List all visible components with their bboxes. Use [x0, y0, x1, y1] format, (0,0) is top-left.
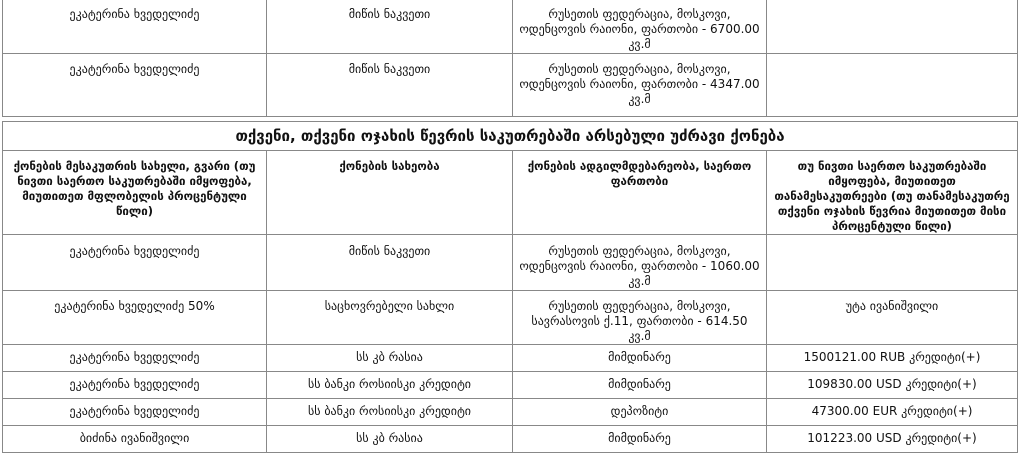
header-property-type: ქონების სახეობა: [267, 151, 513, 235]
owner-cell: ეკატერინა ხვედელიძე: [3, 345, 267, 372]
owner-cell: ეკატერინა ხვედელიძე: [3, 235, 267, 291]
table-row: [3, 345, 1018, 372]
section-title: თქვენი, თქვენი ოჯახის წევრის საკუთრებაში არსებული უძრავი ქონება: [3, 122, 1018, 151]
account-status-cell: მიმდინარე: [513, 426, 767, 453]
owner-cell: ეკატერინა ხვედელიძე: [3, 54, 267, 117]
location-cell: რუსეთის ფედერაცია, მოსკოვი, ოდენცოვის რაიონი, ფართობი - 1060.00 კვ.მ: [513, 235, 767, 291]
section-title-row: [3, 122, 1018, 151]
top-property-table: [2, 0, 1018, 117]
co-owner-cell: უტა ივანიშვილი: [767, 291, 1018, 345]
account-status-cell: დეპოზიტი: [513, 399, 767, 426]
table-row: [3, 0, 1018, 54]
owner-cell: ეკატერინა ხვედელიძე 50%: [3, 291, 267, 345]
table-row: [3, 426, 1018, 453]
owner-cell: ბიძინა ივანიშვილი: [3, 426, 267, 453]
location-cell: რუსეთის ფედერაცია, მოსკოვი, ოდენცოვის რაიონი, ფართობი - 6700.00 კვ.მ: [513, 0, 767, 54]
co-owner-cell: [767, 0, 1018, 54]
real-estate-section-table: [2, 121, 1018, 453]
table-row: [3, 372, 1018, 399]
co-owner-cell: [767, 235, 1018, 291]
header-location: ქონების ადგილმდებარეობა, საერთო ფართობი: [513, 151, 767, 235]
table-row: [3, 235, 1018, 291]
property-type-cell: საცხოვრებელი სახლი: [267, 291, 513, 345]
bank-cell: სს კბ რასია: [267, 426, 513, 453]
header-co-owners: თუ ნივთი საერთო საკუთრებაში იმყოფება, მიუთითეთ თანამესაკუთრეები (თუ თანამესაკუთრე თქვენი ოჯახის წევრია მიუთითეთ მისი პროცენტული წილი): [767, 151, 1018, 235]
table-row: [3, 399, 1018, 426]
location-cell: რუსეთის ფედერაცია, მოსკოვი, სავრასოვის ქ.11, ფართობი - 614.50 კვ.მ: [513, 291, 767, 345]
bank-cell: სს კბ რასია: [267, 345, 513, 372]
amount-cell: 47300.00 EUR კრედიტი(+): [767, 399, 1018, 426]
co-owner-cell: [767, 54, 1018, 117]
account-status-cell: მიმდინარე: [513, 372, 767, 399]
owner-cell: ეკატერინა ხვედელიძე: [3, 399, 267, 426]
table-row: [3, 291, 1018, 345]
table-row: [3, 54, 1018, 117]
bank-cell: სს ბანკი როსიისკი კრედიტი: [267, 372, 513, 399]
amount-cell: 101223.00 USD კრედიტი(+): [767, 426, 1018, 453]
owner-cell: ეკატერინა ხვედელიძე: [3, 372, 267, 399]
header-owner: ქონების მესაკუთრის სახელი, გვარი (თუ ნივთი საერთო საკუთრებაში იმყოფება, მიუთითეთ მფლობელის პროცენტული წილი): [3, 151, 267, 235]
amount-cell: 109830.00 USD კრედიტი(+): [767, 372, 1018, 399]
property-type-cell: მიწის ნაკვეთი: [267, 54, 513, 117]
amount-cell: 1500121.00 RUB კრედიტი(+): [767, 345, 1018, 372]
property-type-cell: მიწის ნაკვეთი: [267, 235, 513, 291]
owner-cell: ეკატერინა ხვედელიძე: [3, 0, 267, 54]
property-type-cell: მიწის ნაკვეთი: [267, 0, 513, 54]
header-row: [3, 151, 1018, 235]
account-status-cell: მიმდინარე: [513, 345, 767, 372]
bank-cell: სს ბანკი როსიისკი კრედიტი: [267, 399, 513, 426]
location-cell: რუსეთის ფედერაცია, მოსკოვი, ოდენცოვის რაიონი, ფართობი - 4347.00 კვ.მ: [513, 54, 767, 117]
